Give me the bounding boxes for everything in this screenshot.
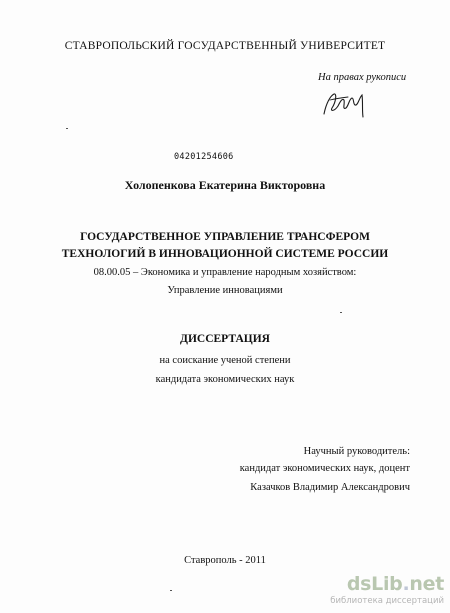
scan-speck — [170, 590, 172, 591]
degree-line-2: кандидата экономических наук — [155, 374, 295, 385]
supervisor-label: Научный руководитель: — [303, 446, 410, 457]
supervisor-degree: кандидат экономических наук, доцент — [239, 463, 410, 474]
work-type-heading: ДИССЕРТАЦИЯ — [180, 333, 270, 345]
title-line-2: ТЕХНОЛОГИЙ В ИННОВАЦИОННОЙ СИСТЕМЕ РОССИИ — [61, 248, 389, 260]
specialty-line-2: Управление инновациями — [167, 285, 283, 296]
watermark-logo: dsLib.net — [346, 573, 444, 595]
supervisor-name: Казачков Владимир Александрович — [250, 482, 410, 493]
catalog-code: 04201254606 — [174, 152, 234, 162]
degree-line-1: на соискание ученой степени — [159, 355, 291, 366]
university-name: СТАВРОПОЛЬСКИЙ ГОСУДАРСТВЕННЫЙ УНИВЕРСИТЕТ — [64, 40, 386, 52]
dslib-watermark — [330, 573, 444, 609]
scan-speck — [66, 128, 68, 129]
scan-speck — [340, 312, 342, 313]
title-line-1: ГОСУДАРСТВЕННОЕ УПРАВЛЕНИЕ ТРАНСФЕРОМ — [80, 231, 370, 243]
specialty-line-1: 08.00.05 – Экономика и управление народным хозяйством: — [93, 267, 357, 278]
manuscript-note: На правах рукописи — [318, 72, 407, 83]
author-name: Холопенкова Екатерина Викторовна — [124, 178, 326, 192]
place-and-year: Ставрополь - 2011 — [184, 555, 266, 566]
handwritten-signature — [318, 84, 380, 122]
watermark-subtitle: библиотека диссертаций — [330, 596, 444, 606]
